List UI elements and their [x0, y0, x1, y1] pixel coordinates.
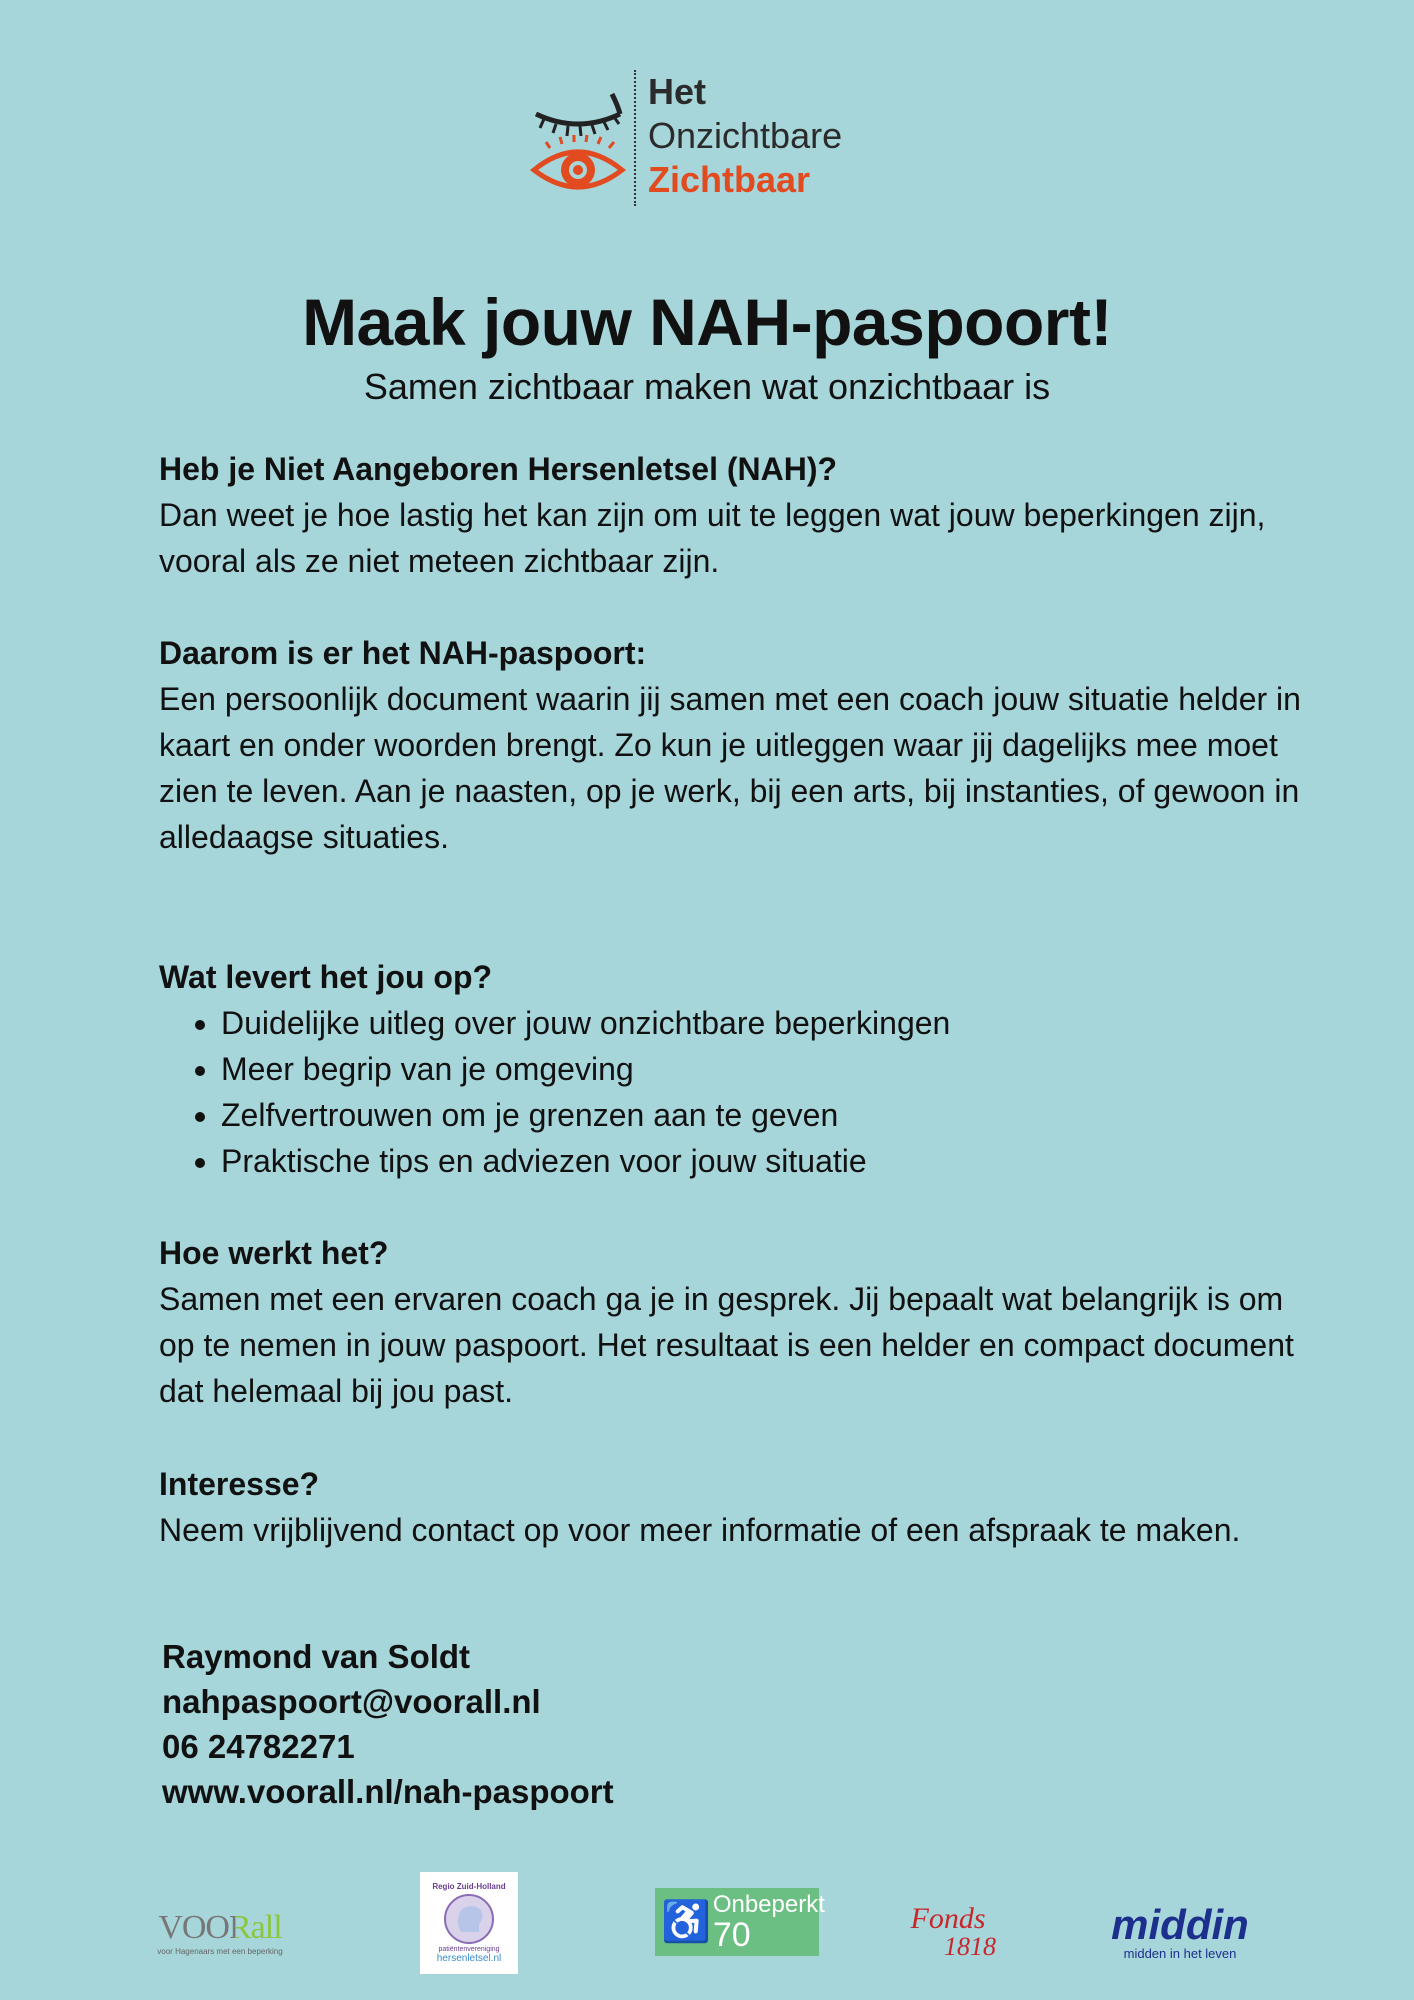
section-heading: Wat levert het jou op? — [159, 959, 493, 995]
benefits-list — [159, 1000, 1309, 1184]
hersenletsel-logo — [420, 1872, 518, 1974]
logo-divider — [634, 70, 636, 206]
list-item: • Duidelijke uitleg over jouw onzichtbare beperkingen — [221, 1000, 1309, 1046]
section-body: Dan weet je hoe lastig het kan zijn om uit te leggen wat jouw beperkingen zijn, vooral als ze niet meteen zichtbaar zijn. — [159, 497, 1266, 579]
logo-line-2: Onzichtbare — [648, 115, 843, 156]
section-how-it-works — [159, 1230, 1309, 1414]
list-item: • Meer begrip van je omgeving — [221, 1046, 1309, 1092]
contact-name: Raymond van Soldt — [162, 1638, 471, 1675]
section-heading: Interesse? — [159, 1466, 320, 1502]
page-subtitle: Samen zichtbaar maken wat onzichtbaar is — [363, 366, 1051, 407]
middin-tagline: midden in het leven — [1123, 1945, 1237, 1961]
voorall-logo — [150, 1880, 290, 1984]
head-profile-icon — [439, 1892, 499, 1946]
section-body: Samen met een ervaren coach ga je in gesprek. Jij bepaalt wat belangrijk is om op te nemen in jouw paspoort. Het resultaat is een helder en compact document dat helemaal bij jou past. — [159, 1281, 1294, 1409]
logo-text — [648, 70, 842, 202]
onbeperkt-number: 70 — [712, 1916, 751, 1954]
logo-line-3: Zichtbaar — [648, 159, 811, 200]
section-nah-paspoort — [159, 630, 1309, 860]
hersenletsel-brand: hersenletsel.nl — [436, 1953, 502, 1964]
wheelchair-icon: ♿ — [661, 1900, 711, 1944]
voorall-tagline: voor Hagenaars met een beperking — [157, 1946, 283, 1956]
onbeperkt-logo — [655, 1888, 825, 1956]
eye-logo-icon — [530, 86, 626, 196]
page-title: Maak jouw NAH-paspoort! — [302, 285, 1112, 359]
hersenletsel-region: Regio Zuid-Holland — [432, 1882, 506, 1891]
brand-logo — [530, 68, 890, 208]
contact-email[interactable]: nahpaspoort@voorall.nl — [162, 1683, 541, 1720]
contact-phone[interactable]: 06 24782271 — [162, 1728, 355, 1765]
section-benefits — [159, 954, 1309, 1184]
section-heading: Daarom is er het NAH-paspoort: — [159, 635, 647, 671]
section-heading: Heb je Niet Aangeboren Hersenletsel (NAH)? — [159, 451, 838, 487]
contact-website[interactable]: www.voorall.nl/nah-paspoort — [162, 1773, 614, 1810]
list-item: • Praktische tips en adviezen voor jouw situatie — [221, 1138, 1309, 1184]
section-heading: Hoe werkt het? — [159, 1235, 389, 1271]
fonds-number: 1818 — [944, 1932, 996, 1961]
voorall-word: VOORall — [158, 1908, 282, 1946]
list-item: • Zelfvertrouwen om je grenzen aan te geven — [221, 1092, 1309, 1138]
section-nah-intro — [159, 446, 1309, 584]
middin-logo — [1105, 1880, 1255, 1984]
middin-word: middin — [1111, 1900, 1249, 1948]
hersenletsel-bottom: patiëntenvereniging — [438, 1946, 500, 1953]
section-interest — [159, 1461, 1309, 1553]
section-body: Een persoonlijk document waarin jij samen met een coach jouw situatie helder in kaart en onder woorden brengt. Zo kun je uitleggen waar jij dagelijks mee moet zien te leven. Aan je naasten, op je werk, bij een arts, bij instanties, of gewoon in alledaagse situaties. — [159, 681, 1301, 855]
logo-line-1: Het — [648, 71, 707, 112]
onbeperkt-word: Onbeperkt — [712, 1891, 825, 1918]
fonds1818-logo — [905, 1880, 1005, 1984]
section-body: Neem vrijblijvend contact op voor meer informatie of een afspraak te maken. — [159, 1512, 1241, 1548]
contact-block — [162, 1634, 614, 1814]
fonds-word: Fonds — [910, 1902, 986, 1935]
